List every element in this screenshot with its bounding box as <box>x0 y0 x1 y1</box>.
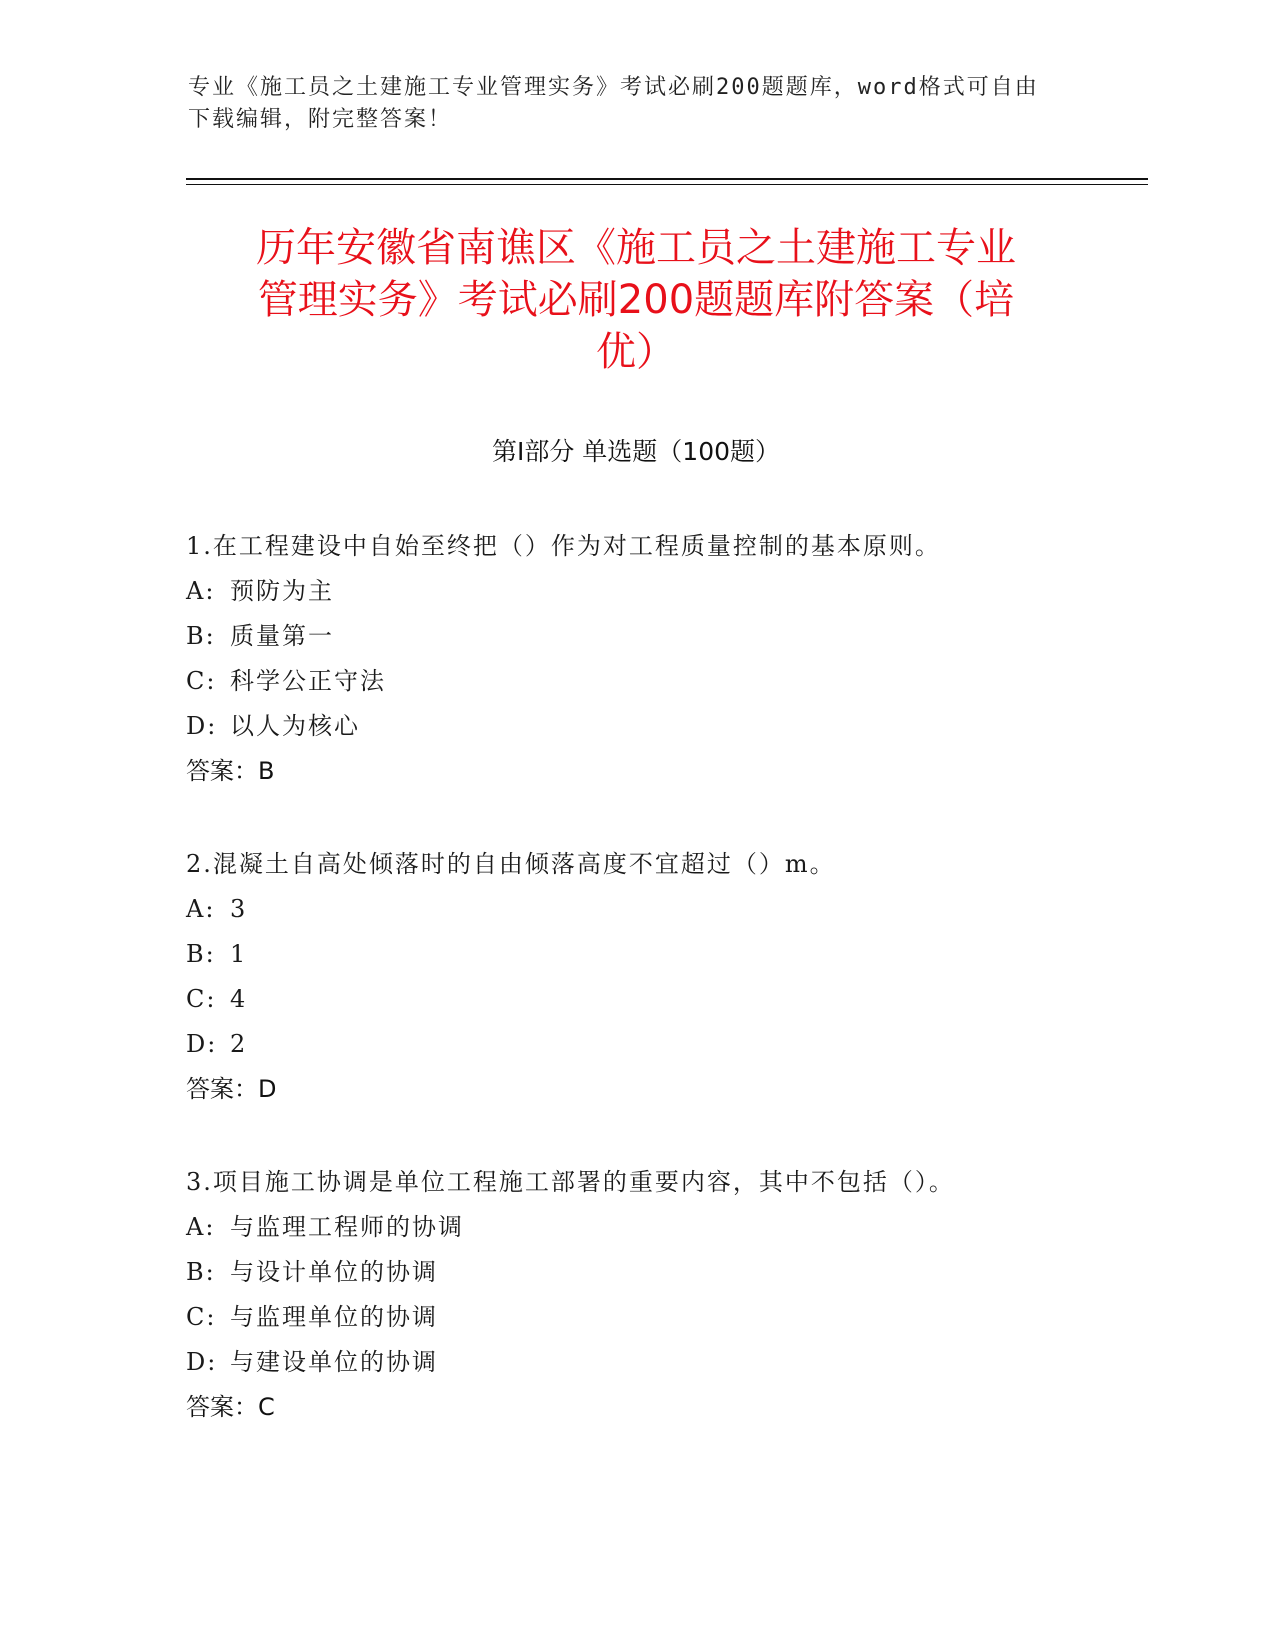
option-a <box>186 1205 1146 1250</box>
option-c <box>186 659 1146 704</box>
option-key: B: <box>186 1258 216 1286</box>
option-a <box>186 569 1146 614</box>
option-text: 与建设单位的协调 <box>230 1348 438 1376</box>
question-item <box>186 524 1146 794</box>
header-note <box>188 72 1088 136</box>
header-note-line-1: 专业《施工员之土建施工专业管理实务》考试必刷200题题库，word格式可自由 <box>188 75 1039 100</box>
option-key: A: <box>186 895 216 923</box>
option-d <box>186 1022 1146 1067</box>
option-key: C: <box>186 1303 217 1331</box>
option-text: 预防为主 <box>230 577 334 605</box>
option-text: 2 <box>230 1030 248 1058</box>
option-a <box>186 887 1146 932</box>
option-key: B: <box>186 622 216 650</box>
option-c <box>186 977 1146 1022</box>
header-note-line-2: 下载编辑，附完整答案！ <box>188 107 453 132</box>
answer-line: 答案：C <box>186 1393 275 1421</box>
option-text: 科学公正守法 <box>230 667 386 695</box>
option-key: D: <box>186 1030 218 1058</box>
question-item <box>186 842 1146 1112</box>
question-stem: 3.项目施工协调是单位工程施工部署的重要内容，其中不包括（）。 <box>186 1168 955 1196</box>
option-text: 以人为核心 <box>230 712 360 740</box>
question-stem: 2.混凝土自高处倾落时的自由倾落高度不宜超过（）m。 <box>186 850 836 878</box>
option-b <box>186 1250 1146 1295</box>
option-text: 3 <box>230 895 248 923</box>
option-d <box>186 1340 1146 1385</box>
option-key: C: <box>186 667 217 695</box>
option-text: 4 <box>230 985 248 1013</box>
title-line-1: 历年安徽省南谯区《施工员之土建施工专业 <box>256 225 1016 271</box>
title-line-3: 优） <box>596 329 676 375</box>
question-stem: 1.在工程建设中自始至终把（）作为对工程质量控制的基本原则。 <box>186 532 941 560</box>
option-key: D: <box>186 1348 218 1376</box>
section-title: 第Ⅰ部分 单选题（100题） <box>491 437 781 466</box>
option-text: 与监理单位的协调 <box>230 1303 438 1331</box>
option-key: A: <box>186 1213 216 1241</box>
header-divider-thick <box>186 178 1148 180</box>
question-item <box>186 1160 1146 1430</box>
answer-line: 答案：D <box>186 1075 277 1103</box>
option-key: C: <box>186 985 217 1013</box>
option-key: D: <box>186 712 218 740</box>
option-b <box>186 614 1146 659</box>
option-text: 1 <box>230 940 248 968</box>
option-key: B: <box>186 940 216 968</box>
title-line-2: 管理实务》考试必刷200题题库附答案（培 <box>257 277 1015 323</box>
option-b <box>186 932 1146 977</box>
option-d <box>186 704 1146 749</box>
option-key: A: <box>186 577 216 605</box>
option-c <box>186 1295 1146 1340</box>
header-divider-thin <box>186 184 1148 185</box>
option-text: 与设计单位的协调 <box>230 1258 438 1286</box>
option-text: 与监理工程师的协调 <box>230 1213 464 1241</box>
answer-line: 答案：B <box>186 757 275 785</box>
document-title <box>180 222 1092 378</box>
option-text: 质量第一 <box>230 622 334 650</box>
